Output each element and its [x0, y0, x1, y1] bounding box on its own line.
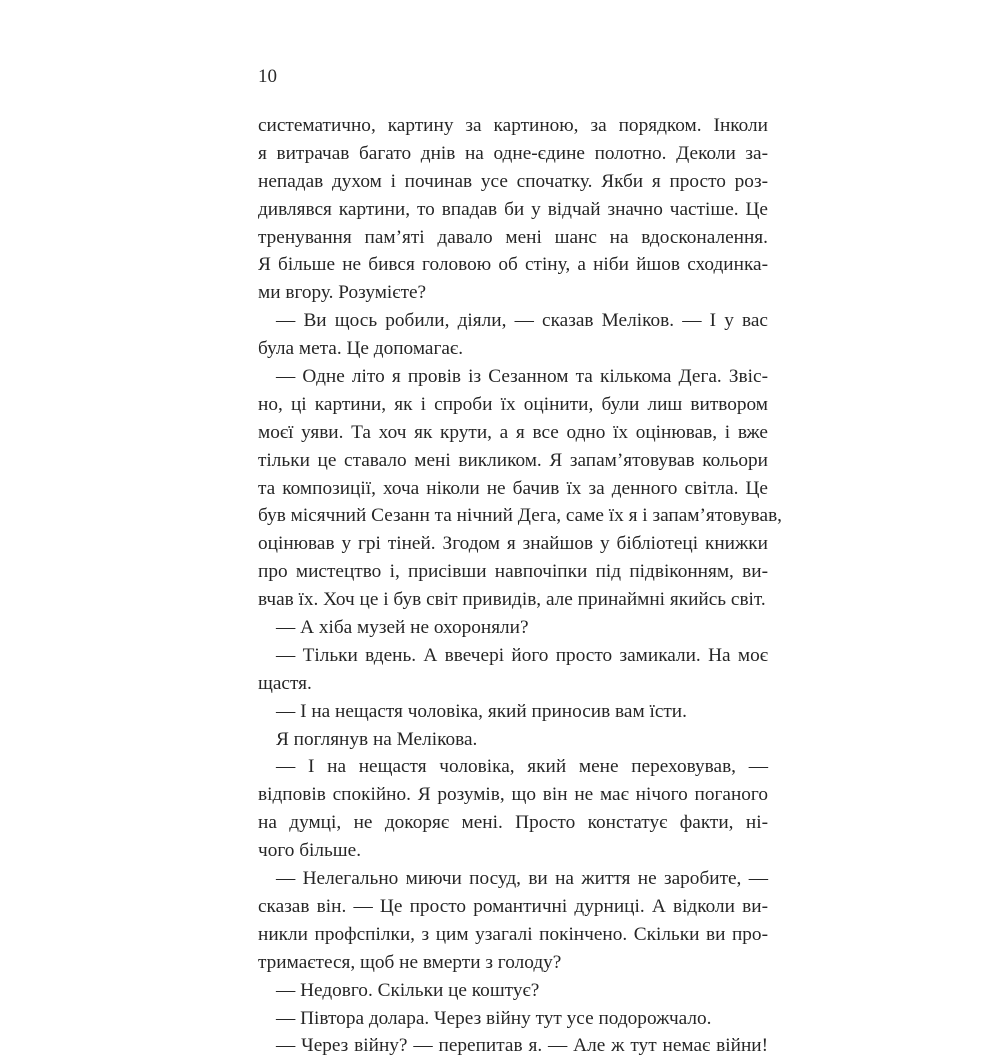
text-line: моєї уяви. Та хоч як крути, а я все одно їх оцінював, і вже	[258, 421, 768, 443]
page-number: 10	[258, 66, 277, 87]
body-text	[258, 112, 782, 1060]
text-line: — І на нещастя чоловіка, який приносив вам їсти.	[276, 700, 687, 722]
text-line: но, ці картини, як і спроби їх оцінити, були лиш витвором	[258, 393, 768, 415]
text-line: — А хіба музей не охороняли?	[276, 617, 529, 639]
text-line: Я поглянув на Мелікова.	[276, 728, 478, 750]
text-line: щастя.	[258, 672, 312, 694]
text-line: тільки це ставало мені викликом. Я запам’ятовував кольори	[258, 449, 768, 471]
text-line: тренування пам’яті давало мені шанс на вдосконалення.	[258, 226, 768, 248]
text-line: була мета. Це допомагає.	[258, 338, 464, 360]
text-line: про мистецтво і, присівши навпочіпки під підвіконням, ви-	[258, 561, 768, 583]
text-line: чого більше.	[258, 840, 362, 862]
text-line: — І на нещастя чоловіка, який мене переховував, —	[276, 756, 768, 778]
text-line: — Через війну? — перепитав я. — Але ж тут немає війни!	[276, 1035, 768, 1057]
text-line: вчав їх. Хоч це і був світ привидів, але принаймні якийсь світ.	[258, 589, 766, 611]
text-line: на думці, не докоряє мені. Просто констатує факти, ні-	[258, 812, 768, 834]
text-line: я витрачав багато днів на одне-єдине полотно. Деколи за-	[258, 142, 768, 164]
text-line: ми вгору. Розумієте?	[258, 282, 427, 304]
text-line: систематично, картину за картиною, за порядком. Інколи	[258, 115, 768, 136]
text-line: дивлявся картини, то впадав би у відчай значно частіше. Це	[258, 198, 768, 220]
text-line: — Ви щось робили, діяли, — сказав Меліков. — І у вас	[276, 310, 768, 332]
text-line: непадав духом і починав усе спочатку. Якби я просто роз-	[258, 170, 768, 192]
text-line: никли профспілки, з цим узагалі покінчено. Скільки ви про-	[258, 923, 768, 945]
text-line: сказав він. — Це просто романтичні дурниці. А відколи ви-	[258, 895, 768, 917]
text-line: був місячний Сезанн та нічний Дега, саме їх я і запам’ятовував,	[258, 505, 782, 527]
text-line: — Нелегально миючи посуд, ви на життя не заробите, —	[276, 868, 768, 890]
text-line: відповів спокійно. Я розумів, що він не має нічого поганого	[258, 784, 768, 806]
text-line: Я більше не бився головою об стіну, а ніби йшов сходинка-	[258, 254, 768, 276]
text-line: — Одне літо я провів із Сезанном та кількома Дега. Звіс-	[276, 366, 768, 388]
text-line: — Півтора долара. Через війну тут усе подорожчало.	[276, 1007, 712, 1029]
text-line: тримаєтеся, щоб не вмерти з голоду?	[258, 951, 562, 973]
text-line: — Недовго. Скільки це коштує?	[276, 979, 540, 1001]
text-line: оцінював у грі тіней. Згодом я знайшов у бібліотеці книжки	[258, 533, 768, 555]
text-line: — Тільки вдень. А ввечері його просто замикали. На моє	[276, 644, 768, 666]
text-line: та композиції, хоча ніколи не бачив їх за денного світла. Це	[258, 477, 768, 499]
